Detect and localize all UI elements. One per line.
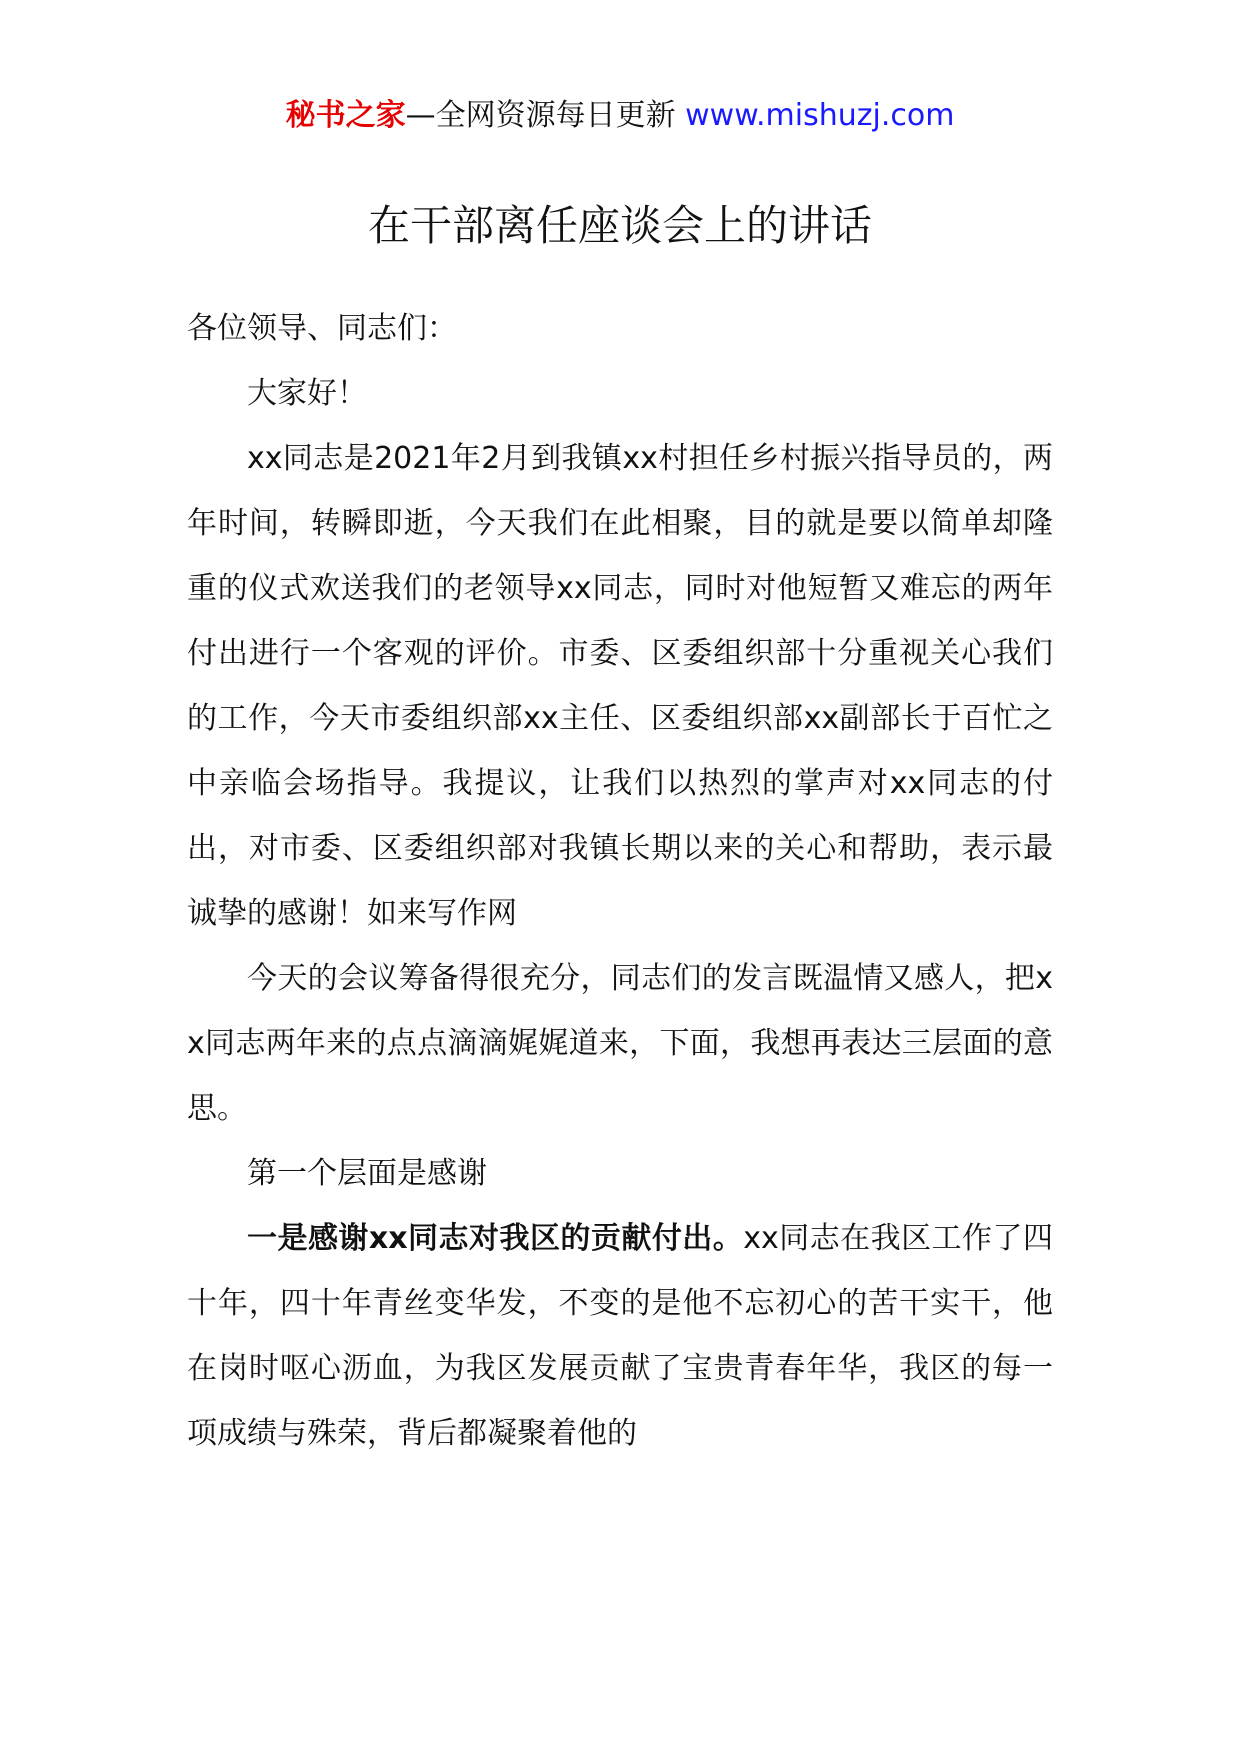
paragraph-3-lead: 一是感谢xx同志对我区的贡献付出。: [247, 1221, 744, 1256]
site-url-link[interactable]: www.mishuzj.com: [685, 98, 955, 133]
document-body: [187, 296, 1053, 1466]
greeting: 大家好！: [247, 376, 367, 411]
paragraph-2: 今天的会议筹备得很充分，同志们的发言既温情又感人，把xx同志两年来的点点滴滴娓娓道来，下面，我想再表达三层面的意思。: [187, 961, 1053, 1126]
site-header: [0, 94, 1240, 138]
paragraph-3: [187, 1206, 1053, 1466]
salutation: 各位领导、同志们：: [187, 311, 457, 346]
paragraph-1: xx同志是2021年2月到我镇xx村担任乡村振兴指导员的，两年时间，转瞬即逝，今天我们在此相聚，目的就是要以简单却隆重的仪式欢送我们的老领导xx同志，同时对他短暂又难忘的两年付出进行一个客观的评价。市委、区委组织部十分重视关心我们的工作，今天市委组织部xx主任、区委组织部xx副部长于百忙之中亲临会场指导。我提议，让我们以热烈的掌声对xx同志的付出，对市委、区委组织部对我镇长期以来的关心和帮助，表示最诚挚的感谢！如来写作网: [187, 441, 1053, 931]
section-heading: 第一个层面是感谢: [247, 1156, 487, 1191]
header-slogan: —全网资源每日更新: [405, 98, 676, 133]
document-title: 在干部离任座谈会上的讲话: [367, 201, 872, 250]
brand-name: 秘书之家: [285, 98, 406, 133]
paragraph-3-body: xx同志在我区工作了四十年，四十年青丝变华发，不变的是他不忘初心的苦干实干，他在岗时呕心沥血，为我区发展贡献了宝贵青春年华，我区的每一项成绩与殊荣，背后都凝聚着他的: [187, 1221, 1053, 1451]
